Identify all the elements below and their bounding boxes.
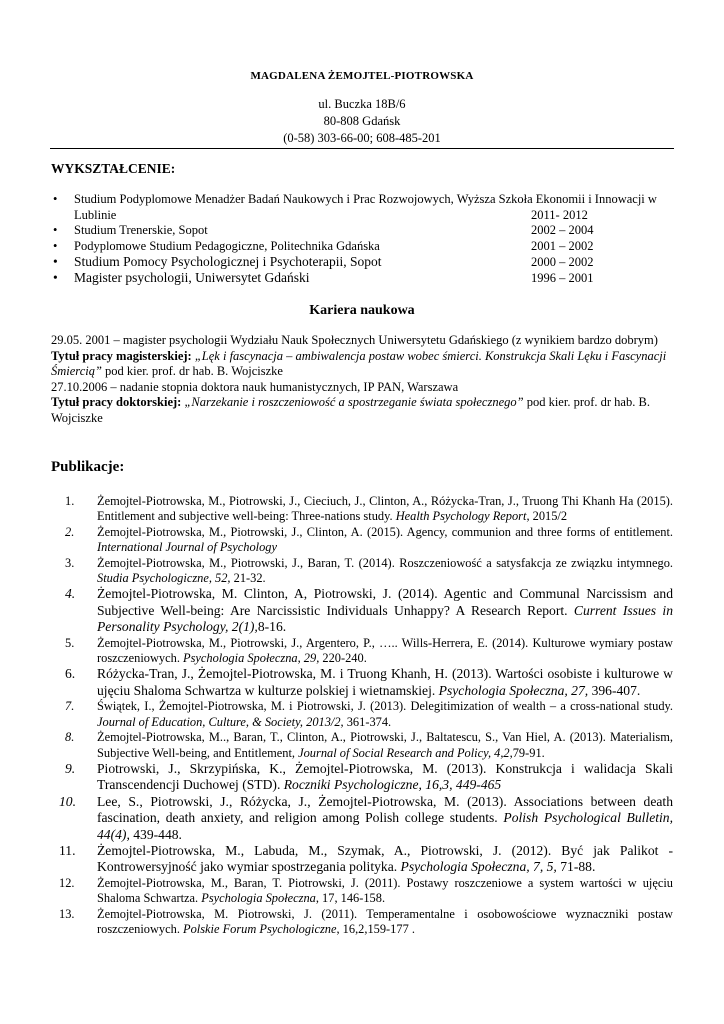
publications-list — [51, 494, 673, 937]
publication-number: 8. — [65, 730, 75, 745]
bullet-icon: • — [53, 223, 58, 238]
publication-item — [51, 636, 673, 667]
publication-journal: Current Issues in Personality Psychology, 2(1), — [97, 602, 673, 635]
publication-number: 9. — [65, 760, 76, 776]
education-item-years: 2001 – 2002 — [531, 238, 594, 253]
bullet-icon: • — [53, 254, 58, 270]
publication-authors: Żemojtel-Piotrowska, M. Piotrowski, J. (2011). Temperamentalne i osobowościowe wyznaczniki postaw roszczeniowych. — [97, 906, 673, 936]
publication-authors: Żemojtel-Piotrowska, M. Clinton, A, Piotrowski, J. (2014). Agentic and Communal Narcissism and Subjective Well-being: Are Narcissistic Individuals Unhappy? A Research Report. — [97, 586, 673, 618]
publication-authors: Różycka-Tran, J., Żemojtel-Piotrowska, M. i Truong Khanh, H. (2013). Wartości osobiste i kulturowe w ujęciu Shaloma Schwartza w kulturze polskiej i wietnamskiej. — [97, 666, 673, 698]
publication-pages: 439-448. — [129, 826, 182, 842]
publications-heading: Publikacje: — [51, 459, 125, 475]
publication-authors: Żemojtel-Piotrowska, M., Piotrowski, J., Argentero, P., ….. Wills-Herrera, E. (2014). Kulturowe wymiary postaw roszczeniowych. — [97, 635, 673, 666]
bullet-icon: • — [53, 238, 58, 253]
publication-number: 12. — [59, 875, 75, 890]
publication-item — [51, 699, 673, 730]
career-heading: Kariera naukowa — [309, 303, 415, 318]
address-street: ul. Buczka 18B/6 — [318, 97, 406, 111]
publication-pages: 220-240. — [319, 651, 367, 666]
education-item-years: 2002 – 2004 — [531, 223, 594, 238]
publication-number: 2. — [65, 524, 75, 539]
publication-number: 11. — [59, 842, 76, 858]
bullet-icon: • — [53, 270, 58, 286]
phd-thesis-title: „Narzekanie i roszczeniowość a spostrzeganie świata społecznego” — [181, 395, 524, 410]
publication-item — [51, 876, 673, 907]
education-item — [51, 239, 661, 255]
master-thesis-title: „Lęk i fascynacja – ambiwalencja postaw wobec śmierci. Konstrukcja Skali Lęku i Fascynacji Śmiercią” — [51, 348, 667, 379]
publication-journal: Studia Psychologiczne, 52, — [97, 571, 231, 586]
publication-item — [51, 666, 673, 699]
publication-journal: International Journal of Psychology — [97, 540, 277, 555]
publication-journal: Polish Psychological Bulletin, 44(4), — [97, 810, 673, 842]
publication-journal: Polskie Forum Psychologiczne — [183, 921, 337, 936]
education-item-years: 1996 – 2001 — [531, 271, 594, 286]
career-phd-thesis — [51, 395, 671, 426]
education-heading: WYKSZTAŁCENIE: — [51, 161, 176, 176]
publication-authors: Żemojtel-Piotrowska, M.., Baran, T., Clinton, A., Piotrowski, J., Baltatescu, S., Van Hiel, A. (2013). Materialism, Subjective Well-being, and Entitlement, — [97, 730, 673, 760]
publication-pages: 8-16. — [257, 619, 287, 635]
publication-item — [51, 794, 673, 843]
education-item-years: 2000 – 2002 — [531, 255, 594, 270]
publication-number: 10. — [59, 793, 76, 809]
publication-authors: Żemojtel-Piotrowska, M., Piotrowski, J., Clinton, A. (2015). Agency, communion and three forms of entitlement. — [97, 524, 673, 539]
education-item — [51, 254, 661, 270]
education-list — [51, 192, 661, 286]
publication-number: 6. — [65, 666, 76, 682]
education-item-text: Podyplomowe Studium Pedagogiczne, Politechnika Gdańska — [74, 238, 380, 253]
publication-number: 5. — [65, 635, 75, 650]
publication-item — [51, 556, 673, 587]
education-item-years: 2011- 2012 — [531, 207, 588, 222]
publication-journal: Psychologia Społeczna, 29, — [183, 651, 320, 666]
career-master-degree: 29.05. 2001 – magister psychologii Wydziału Nauk Społecznych Uniwersytetu Gdańskiego (z wynikiem bardzo dobrym) — [51, 333, 658, 347]
publication-number: 4. — [65, 586, 76, 602]
publication-item — [51, 586, 673, 635]
publication-pages: , 17, 146-158. — [315, 891, 386, 906]
publication-journal: Journal of Social Research and Policy, 4,2, — [298, 745, 513, 760]
publication-authors: Żemojtel-Piotrowska, M., Piotrowski, J., Baran, T. (2014). Roszczeniowość a satysfakcja ze związku intymnego. — [97, 555, 673, 570]
publication-authors: Świątek, I., Żemojtel-Piotrowska, M. i Piotrowski, J. (2013). Delegitimization of wealth – a cross-national study. — [97, 699, 673, 714]
education-item — [51, 223, 661, 239]
publication-authors: Żemojtel-Piotrowska, M., Baran, T. Piotrowski, J. (2011). Postawy roszczeniowe a system wartości w ujęciu Shaloma Schwartza. — [97, 875, 673, 906]
publication-item — [51, 525, 673, 556]
career-doctorate: 27.10.2006 – nadanie stopnia doktora nauk humanistycznych, IP PAN, Warszawa — [51, 379, 459, 394]
publication-pages: 361-374. — [343, 714, 392, 729]
publication-authors: Piotrowski, J., Skrzypińska, K., Żemojtel-Piotrowska, M. (2013). Konstrukcja i walidacja Skali Transcendencji Duchowej (STD). — [97, 760, 673, 793]
publication-number: 7. — [65, 699, 75, 714]
education-item — [51, 270, 661, 286]
publication-item — [51, 843, 673, 876]
education-item — [51, 192, 661, 223]
publication-number: 3. — [65, 555, 75, 570]
publication-journal: Roczniki Psychologiczne, 16,3, 449-465 — [283, 777, 502, 793]
phone-numbers: (0-58) 303-66-00; 608-485-201 — [283, 131, 441, 145]
cv-author-name: MAGDALENA ŻEMOJTEL-PIOTROWSKA — [250, 70, 474, 82]
publication-number: 1. — [65, 494, 75, 508]
publication-authors: Lee, S., Piotrowski, J., Różycka, J., Żemojtel-Piotrowska, M. (2013). Associations between death fascination, death anxiety, and religion among Polish college students. — [97, 793, 673, 826]
publication-authors: Żemojtel-Piotrowska, M., Piotrowski, J., Cieciuch, J., Clinton, A., Różycka-Tran, J., Truong Thi Khanh Ha (2015). Entitlement and subjective well-being: Three-nations study. — [97, 494, 673, 524]
address-city: 80-808 Gdańsk — [323, 114, 401, 128]
education-item-text: Studium Pomocy Psychologicznej i Psychoterapii, Sopot — [74, 254, 382, 270]
bullet-icon: • — [53, 192, 58, 206]
publication-journal: Psychologia Społeczna, 7, 5, — [400, 859, 557, 875]
education-item-text: Studium Podyplomowe Menadżer Badań Naukowych i Prac Rozwojowych, Wyższa Szkoła Ekonomii i Innowacji w Lublinie — [74, 192, 657, 222]
publication-pages: 21-32. — [230, 571, 266, 586]
publication-journal: Psychologia Społeczna, 27, — [438, 682, 589, 698]
education-item-text: Studium Trenerskie, Sopot — [74, 223, 208, 238]
header-divider — [50, 148, 674, 149]
phd-thesis-supervisor: pod kier. prof. dr hab. B. Wojciszke — [51, 395, 650, 425]
publication-item — [51, 761, 673, 794]
career-master-thesis — [51, 349, 671, 380]
master-thesis-supervisor: pod kier. prof. dr hab. B. Wojciszke — [101, 364, 283, 379]
publication-pages: , 16,2,159-177 . — [336, 921, 415, 936]
publication-journal: Health Psychology Report, — [395, 509, 530, 524]
publication-item — [51, 730, 673, 761]
publication-pages: 71-88. — [556, 859, 596, 875]
education-item-text: Magister psychologii, Uniwersytet Gdański — [74, 270, 310, 286]
publication-item — [51, 907, 673, 938]
master-thesis-label: Tytuł pracy magisterskiej: — [51, 348, 192, 363]
publication-pages: 2015/2 — [529, 509, 568, 524]
publication-journal: Psychologia Społeczna — [201, 891, 316, 906]
publication-item — [51, 494, 673, 525]
phd-thesis-label: Tytuł pracy doktorskiej: — [51, 395, 182, 410]
publication-pages: 79-91. — [512, 745, 545, 760]
publication-number: 13. — [59, 906, 75, 921]
publication-journal: Journal of Education, Culture, & Society, 2013/2, — [97, 714, 344, 729]
publication-pages: 396-407. — [588, 682, 641, 698]
publication-authors: Żemojtel-Piotrowska, M., Labuda, M., Szymak, A., Piotrowski, J. (2012). Być jak Palikot - Kontrowersyjność jako wymiar spostrzegania polityka. — [97, 842, 673, 875]
career-section — [51, 333, 671, 427]
